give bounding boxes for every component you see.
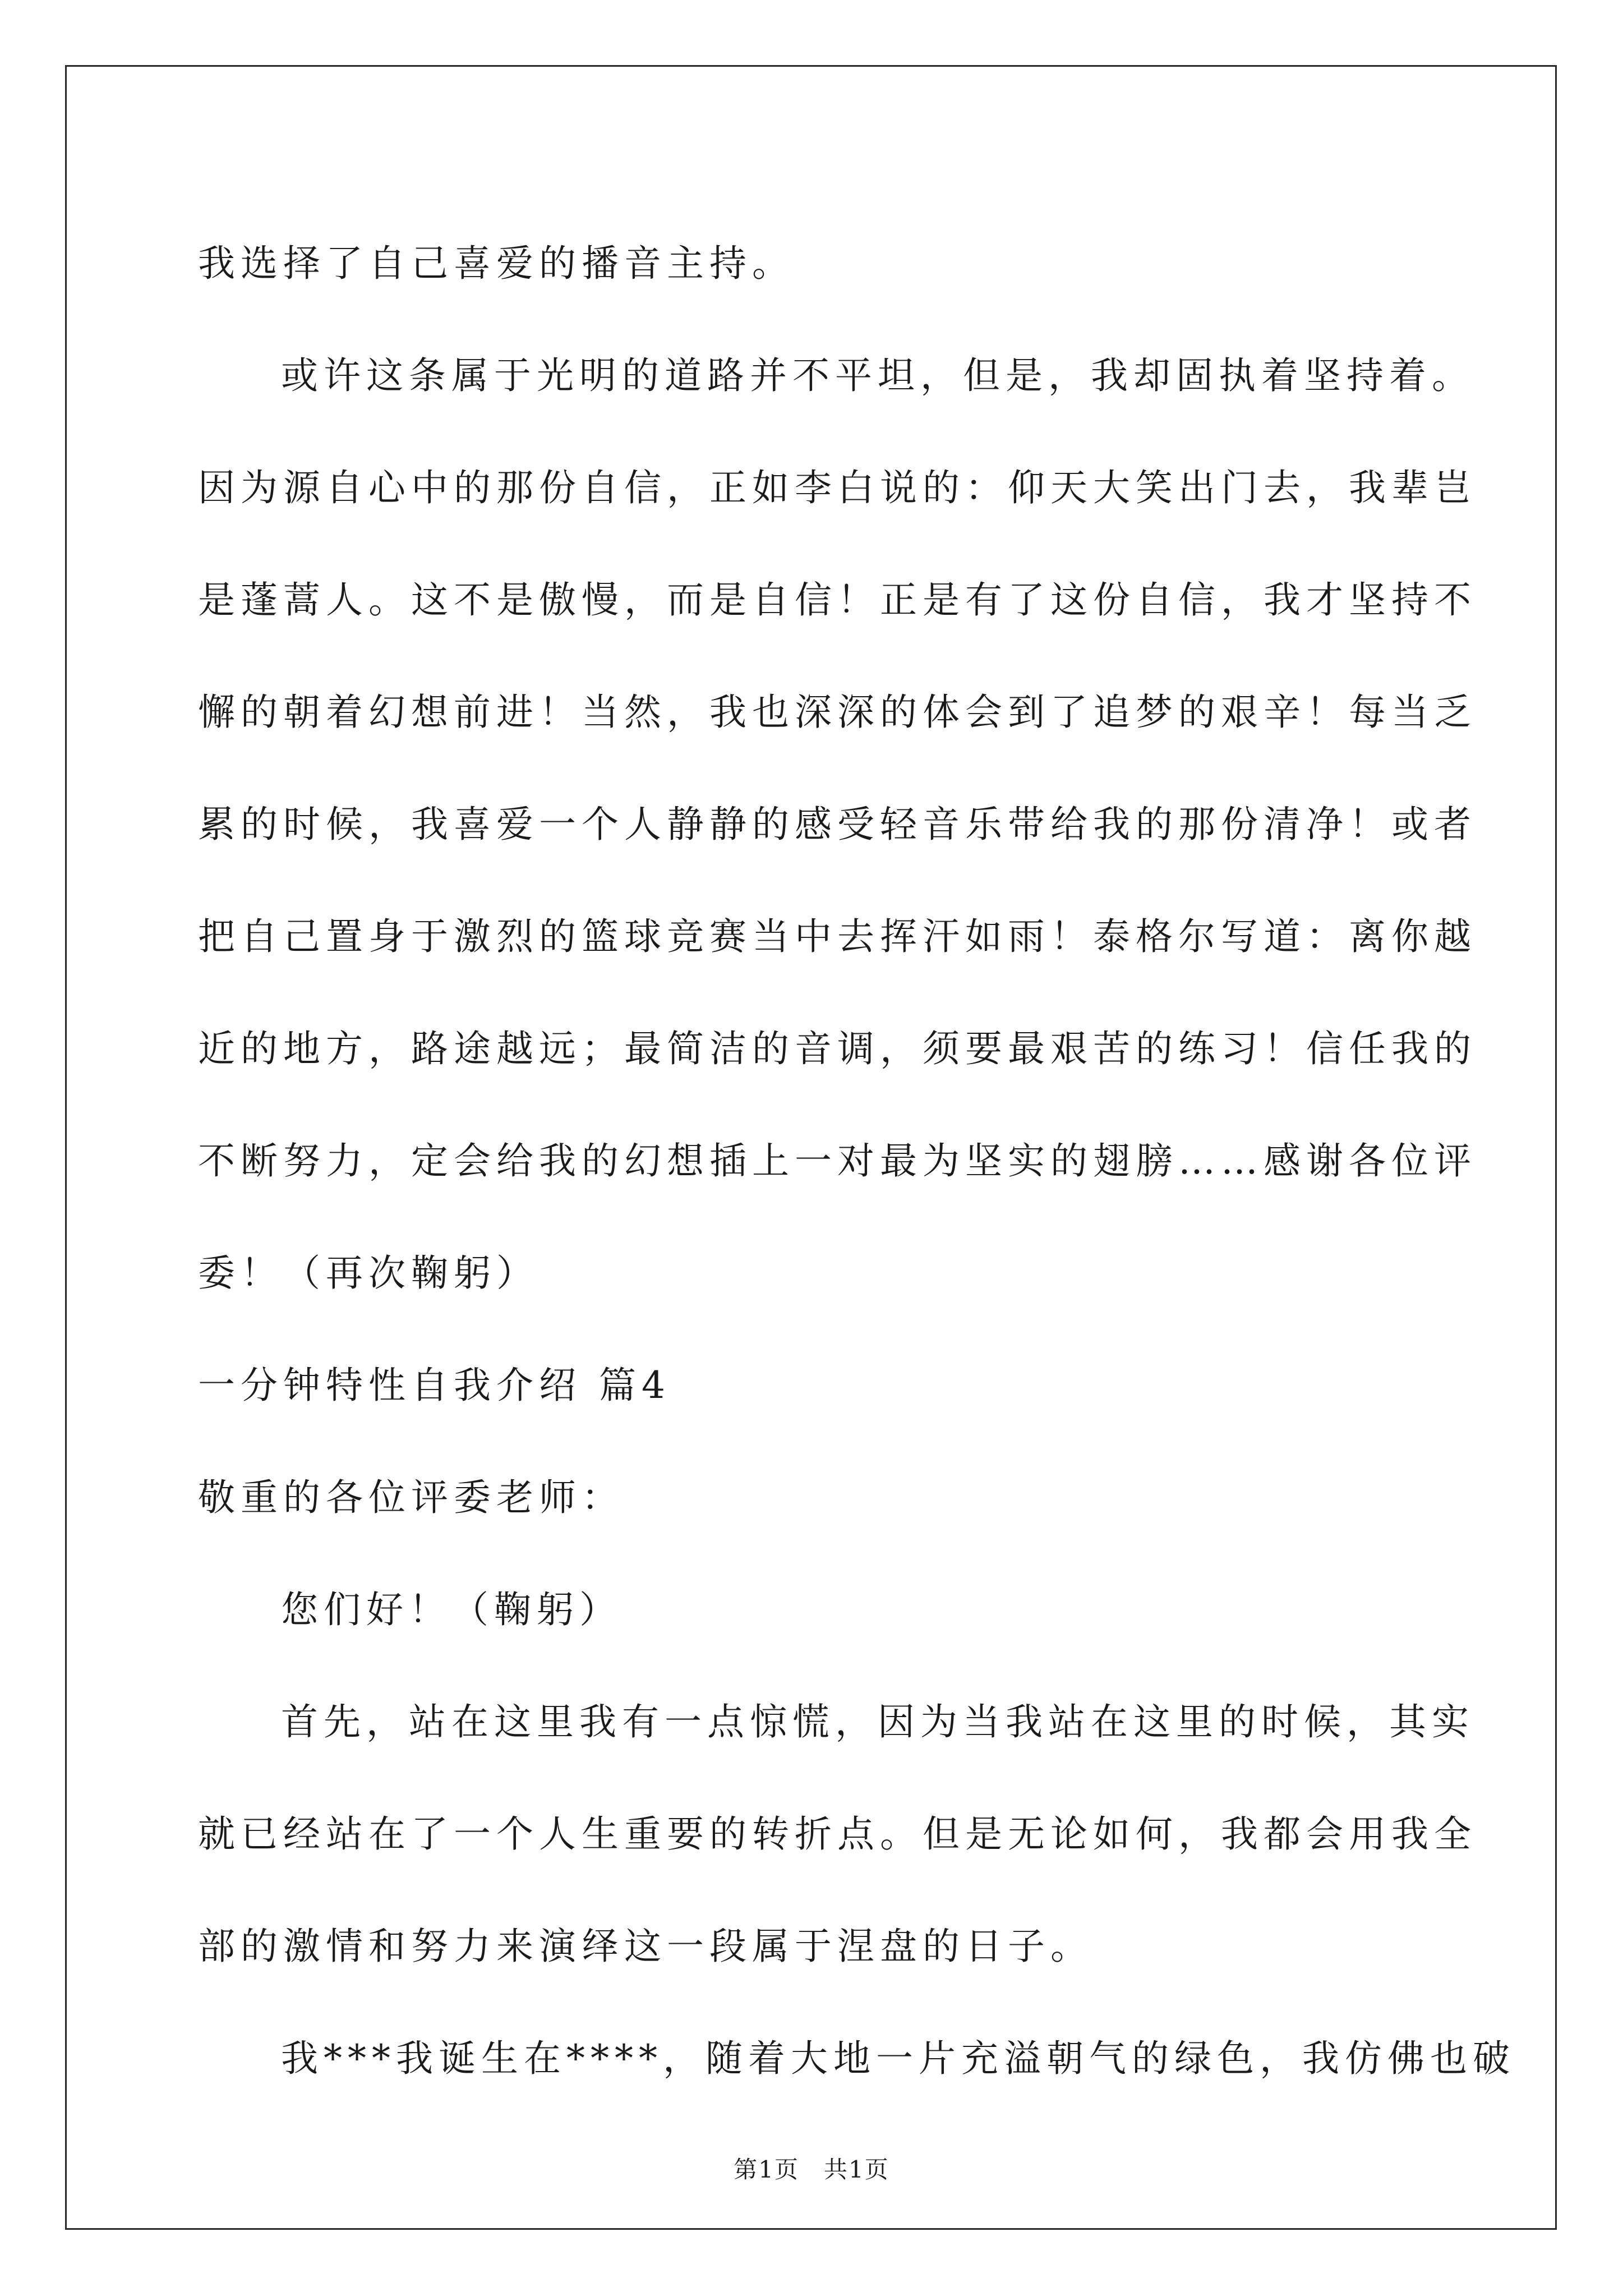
- text-line: 首先，站在这里我有一点惊慌，因为当我站在这里的时候，其实: [281, 1700, 1474, 1743]
- salutation: 敬重的各位评委老师：: [198, 1476, 624, 1519]
- page-footer: 第1页 共1页: [734, 2156, 889, 2183]
- text-line: 近的地方，路途越远；最简洁的音调，须要最艰苦的练习！信任我的: [198, 1027, 1477, 1070]
- text-line: 委！（再次鞠躬）: [198, 1251, 539, 1295]
- text-line: 或许这条属于光明的道路并不平坦，但是，我却固执着坚持着。: [281, 354, 1474, 397]
- text-line: 把自己置身于激烈的篮球竞赛当中去挥汗如雨！泰格尔写道：离你越: [198, 915, 1477, 958]
- text-line: 累的时候，我喜爱一个人静静的感受轻音乐带给我的那份清净！或者: [198, 803, 1477, 846]
- text-line: 我选择了自己喜爱的播音主持。: [198, 242, 795, 285]
- text-line: 是蓬蒿人。这不是傲慢，而是自信！正是有了这份自信，我才坚持不: [198, 578, 1477, 622]
- document-body: [198, 208, 1515, 2115]
- text-line: 不断努力，定会给我的幻想插上一对最为坚实的翅膀……感谢各位评: [198, 1139, 1477, 1182]
- section-heading: 一分钟特性自我介绍 篇4: [198, 1364, 671, 1407]
- text-line: 因为源自心中的那份自信，正如李白说的：仰天大笑出门去，我辈岂: [198, 466, 1477, 509]
- text-line: 我***我诞生在****，随着大地一片充溢朝气的绿色，我仿佛也破: [281, 2037, 1515, 2080]
- greeting-line: 您们好！（鞠躬）: [281, 1588, 622, 1631]
- text-line: 懈的朝着幻想前进！当然，我也深深的体会到了追梦的艰辛！每当乏: [198, 691, 1477, 734]
- text-line: 部的激情和努力来演绎这一段属于涅盘的日子。: [198, 1925, 1093, 1968]
- text-line: 就已经站在了一个人生重要的转折点。但是无论如何，我都会用我全: [198, 1812, 1477, 1856]
